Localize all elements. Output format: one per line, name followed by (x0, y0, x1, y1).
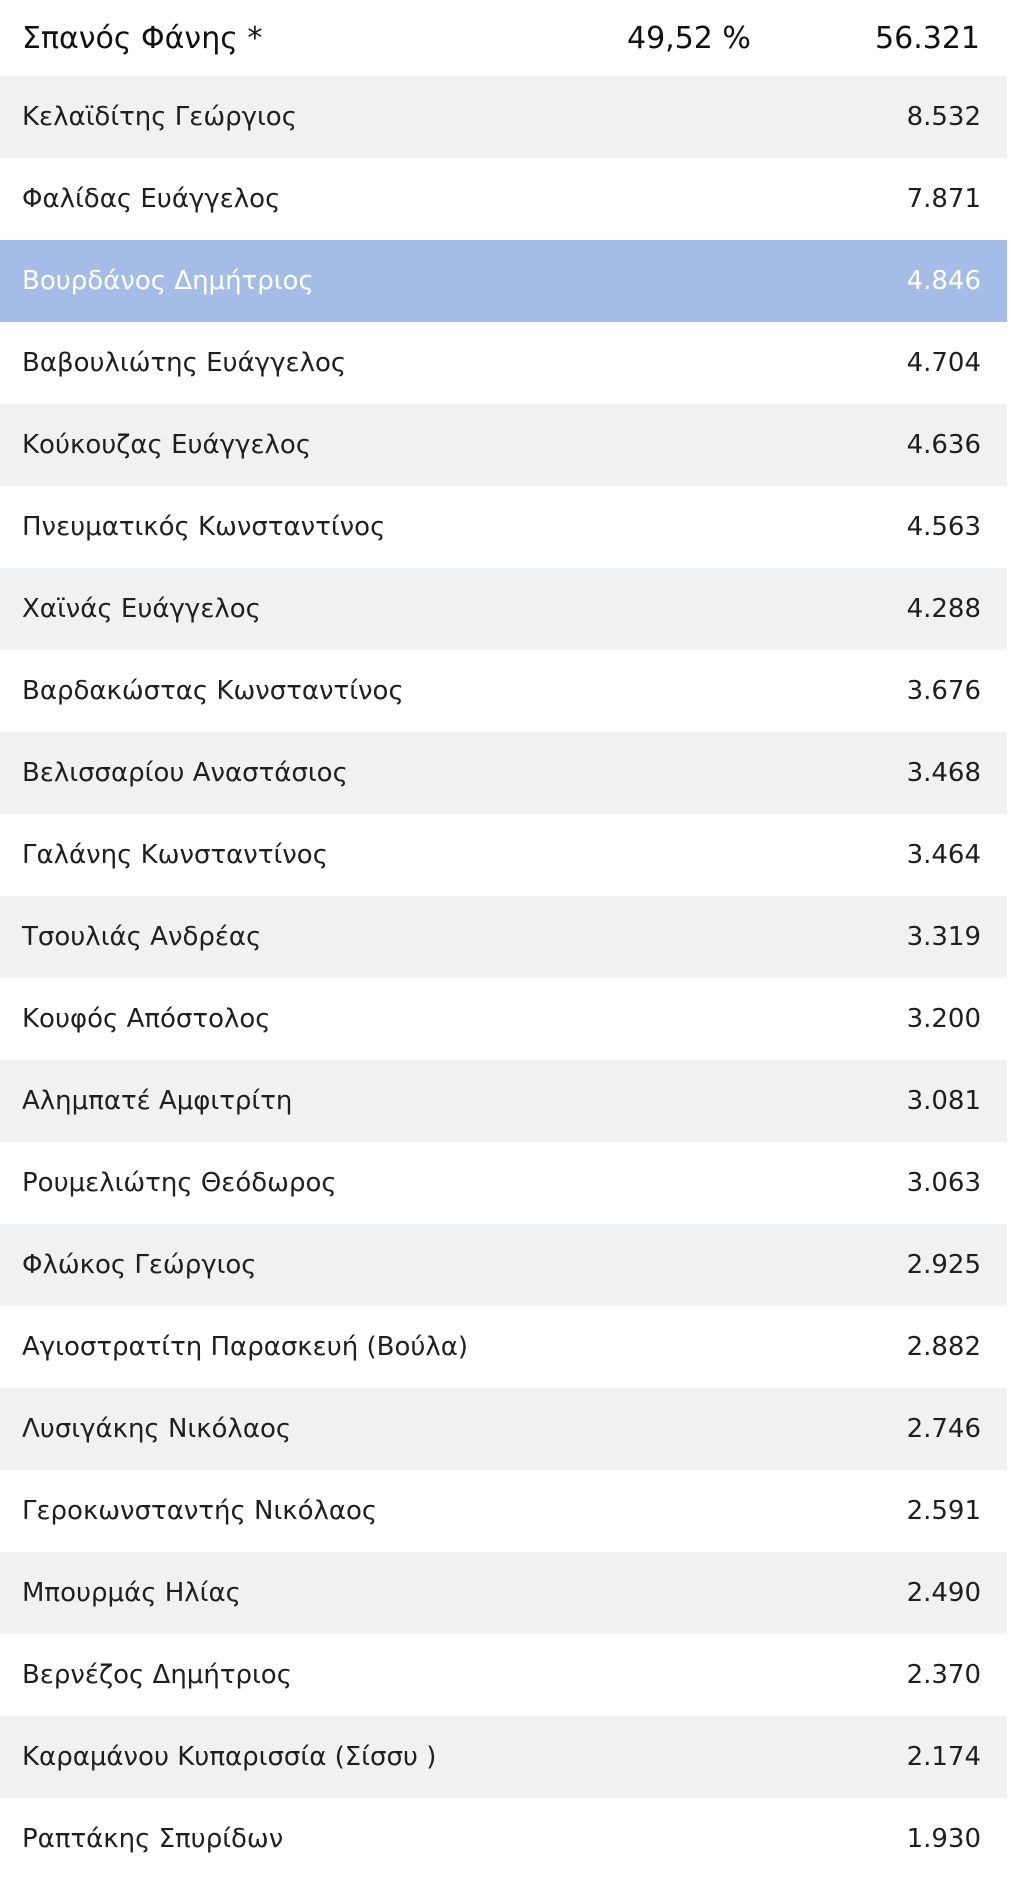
candidate-name: Ραπτάκης Σπυρίδων (22, 1824, 284, 1854)
candidate-name: Καραμάνου Κυπαρισσία (Σίσσυ ) (22, 1742, 437, 1772)
candidate-row[interactable] (0, 732, 1007, 814)
candidate-votes: 3.676 (906, 676, 981, 706)
candidate-row[interactable] (0, 1470, 1007, 1552)
leader-votes: 56.321 (875, 20, 980, 56)
candidate-row[interactable] (0, 1142, 1007, 1224)
candidate-row[interactable] (0, 404, 1007, 486)
candidate-name: Αλημπατέ Αμφιτρίτη (22, 1086, 293, 1116)
candidate-votes: 2.174 (906, 1742, 981, 1772)
candidate-votes: 8.532 (906, 102, 981, 132)
candidate-row[interactable] (0, 1634, 1007, 1716)
candidate-row[interactable] (0, 76, 1007, 158)
candidate-name: Βαβουλιώτης Ευάγγελος (22, 348, 347, 378)
candidate-votes: 2.370 (906, 1660, 981, 1690)
candidate-votes: 4.846 (906, 266, 981, 296)
candidate-votes: 2.746 (906, 1414, 981, 1444)
candidate-votes: 3.063 (906, 1168, 981, 1198)
candidate-row[interactable] (0, 650, 1007, 732)
candidate-row[interactable] (0, 322, 1007, 404)
candidate-votes: 2.925 (906, 1250, 981, 1280)
candidate-votes: 2.882 (906, 1332, 981, 1362)
candidate-row[interactable] (0, 1716, 1007, 1798)
candidate-row[interactable] (0, 1224, 1007, 1306)
candidate-name: Ρουμελιώτης Θεόδωρος (22, 1168, 337, 1198)
candidate-row[interactable] (0, 1552, 1007, 1634)
candidate-name: Κουφός Απόστολος (22, 1004, 271, 1034)
candidate-row[interactable] (0, 1060, 1007, 1142)
candidate-name: Μπουρμάς Ηλίας (22, 1578, 241, 1608)
candidate-votes: 3.200 (906, 1004, 981, 1034)
candidate-row[interactable] (0, 1388, 1007, 1470)
candidate-row[interactable] (0, 1306, 1007, 1388)
candidate-votes: 4.636 (906, 430, 981, 460)
candidate-votes: 3.081 (906, 1086, 981, 1116)
candidate-row[interactable] (0, 486, 1007, 568)
candidate-name: Αγιοστρατίτη Παρασκευή (Βούλα) (22, 1332, 469, 1362)
candidate-name: Βαρδακώστας Κωνσταντίνος (22, 676, 404, 706)
candidate-name: Γαλάνης Κωνσταντίνος (22, 840, 328, 870)
candidate-votes: 3.468 (906, 758, 981, 788)
candidate-name: Πνευματικός Κωνσταντίνος (22, 512, 386, 542)
candidate-name: Βερνέζος Δημήτριος (22, 1660, 292, 1690)
leader-row[interactable] (0, 0, 1007, 76)
candidate-row[interactable] (0, 896, 1007, 978)
candidate-votes: 4.563 (906, 512, 981, 542)
candidate-name: Κούκουζας Ευάγγελος (22, 430, 312, 460)
candidate-list (0, 76, 1007, 1880)
candidate-row[interactable] (0, 568, 1007, 650)
candidate-name: Τσουλιάς Ανδρέας (22, 922, 262, 952)
candidate-votes: 7.871 (906, 184, 981, 214)
candidate-votes: 1.930 (906, 1824, 981, 1854)
leader-percentage: 49,52 % (627, 20, 751, 56)
candidate-votes: 4.288 (906, 594, 981, 624)
candidate-name: Γεροκωνσταντής Νικόλαος (22, 1496, 378, 1526)
candidate-row[interactable] (0, 158, 1007, 240)
leader-name: Σπανός Φάνης * (22, 20, 263, 56)
candidate-votes: 4.704 (906, 348, 981, 378)
candidate-votes: 3.464 (906, 840, 981, 870)
candidate-votes: 2.591 (906, 1496, 981, 1526)
candidate-name: Λυσιγάκης Νικόλαος (22, 1414, 292, 1444)
candidate-row[interactable] (0, 978, 1007, 1060)
candidate-name: Φλώκος Γεώργιος (22, 1250, 257, 1280)
candidate-votes: 3.319 (906, 922, 981, 952)
candidate-name: Χαϊνάς Ευάγγελος (22, 594, 261, 624)
candidate-name: Βελισσαρίου Αναστάσιος (22, 758, 348, 788)
candidate-row[interactable] (0, 814, 1007, 896)
candidate-row-selected[interactable] (0, 240, 1007, 322)
candidate-row[interactable] (0, 1798, 1007, 1880)
candidate-name: Φαλίδας Ευάγγελος (22, 184, 281, 214)
candidate-votes: 2.490 (906, 1578, 981, 1608)
candidate-name: Βουρδάνος Δημήτριος (22, 266, 314, 296)
candidate-name: Κελαϊδίτης Γεώργιος (22, 102, 297, 132)
